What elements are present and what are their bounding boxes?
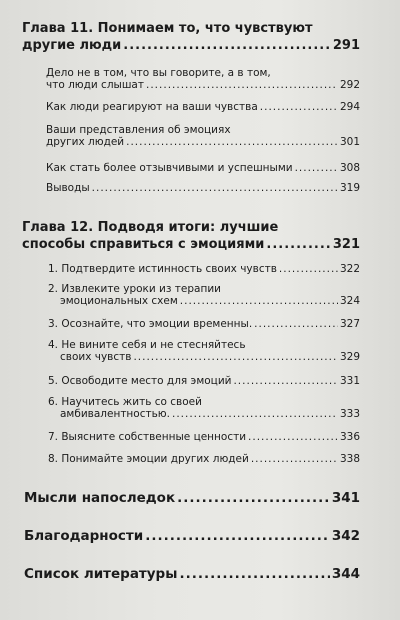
section-title-line2: других людей (46, 136, 125, 148)
leader-dots (248, 431, 338, 443)
section-title-line1: Ваши представления об эмоциях (46, 124, 231, 136)
page-number: 301 (339, 136, 360, 148)
page-number: 342 (331, 528, 360, 544)
toc-section (46, 67, 360, 91)
page-number: 308 (339, 162, 360, 174)
leader-dots (177, 490, 330, 507)
leader-dots (133, 351, 338, 363)
section-title: Выводы (46, 182, 90, 194)
page-number: 333 (339, 408, 360, 420)
page-number: 336 (339, 431, 360, 443)
leader-dots (179, 566, 329, 583)
toc-section (46, 182, 360, 194)
toc-section (48, 339, 360, 363)
toc-section (48, 396, 360, 420)
section-title-line1: Дело не в том, что вы говорите, а в том, (46, 67, 271, 79)
leader-dots (260, 101, 338, 113)
section-title: Как стать более отзывчивыми и успешными (46, 162, 293, 174)
page-number: 344 (331, 566, 360, 582)
section-title: 1. Подтвердите истинность своих чувств (48, 263, 277, 275)
leader-dots (172, 408, 338, 420)
section-title: Как люди реагируют на ваши чувства (46, 101, 258, 113)
backmatter-title: Мысли напоследок (24, 490, 176, 506)
toc-section (48, 263, 360, 275)
page-number: 322 (339, 263, 360, 275)
toc-backmatter-entry (24, 490, 360, 507)
leader-dots (254, 318, 338, 330)
chapter-12-heading (22, 219, 360, 253)
leader-dots (145, 528, 330, 545)
page-number: 327 (339, 318, 360, 330)
leader-dots (123, 37, 331, 54)
leader-dots (295, 162, 338, 174)
section-title-line2: эмоциональных схем (60, 295, 178, 307)
toc-section (48, 375, 360, 387)
page-number: 341 (331, 490, 360, 506)
leader-dots (233, 375, 337, 387)
chapter-title-line1: Глава 12. Подводя итоги: лучшие (22, 220, 279, 235)
leader-dots (180, 295, 338, 307)
toc-section (48, 453, 360, 465)
page-number: 319 (339, 182, 360, 194)
toc-backmatter-entry (24, 566, 360, 583)
section-title: 8. Понимайте эмоции других людей (48, 453, 249, 465)
section-title-line2: что люди слышат (46, 79, 144, 91)
leader-dots (279, 263, 338, 275)
section-title-line1: 4. Не вините себя и не стесняйтесь (48, 339, 246, 351)
toc-section (48, 431, 360, 443)
page-number: 331 (339, 375, 360, 387)
page-number: 321 (332, 237, 360, 252)
toc-section (46, 162, 360, 174)
section-title: 7. Выясните собственные ценности (48, 431, 247, 443)
section-title: 5. Освободите место для эмоций (48, 375, 232, 387)
page-number: 324 (339, 295, 360, 307)
page-number: 291 (332, 38, 360, 53)
page-number: 329 (339, 351, 360, 363)
leader-dots (251, 453, 338, 465)
chapter-11-heading (22, 20, 360, 54)
toc-section (46, 101, 360, 113)
chapter-title-line2: другие люди (22, 38, 122, 53)
leader-dots (92, 182, 338, 194)
leader-dots (266, 236, 330, 253)
toc-section (46, 124, 360, 148)
toc-backmatter-entry (24, 528, 360, 545)
leader-dots (146, 79, 338, 91)
toc-section (48, 283, 360, 307)
section-title-line2: своих чувств (60, 351, 132, 363)
chapter-title-line2: способы справиться с эмоциями (22, 237, 265, 252)
backmatter-title: Благодарности (24, 528, 144, 544)
page-number: 294 (339, 101, 360, 113)
section-title: 3. Осознайте, что эмоции временны. (48, 318, 253, 330)
section-title-line1: 2. Извлеките уроки из терапии (48, 283, 221, 295)
section-title-line1: 6. Научитесь жить со своей (48, 396, 202, 408)
chapter-title-line1: Глава 11. Понимаем то, что чувствуют (22, 21, 313, 36)
page-number: 292 (339, 79, 360, 91)
section-title-line2: амбивалентностью. (60, 408, 170, 420)
page-number: 338 (339, 453, 360, 465)
leader-dots (126, 136, 338, 148)
toc-section (48, 318, 360, 330)
backmatter-title: Список литературы (24, 566, 178, 582)
